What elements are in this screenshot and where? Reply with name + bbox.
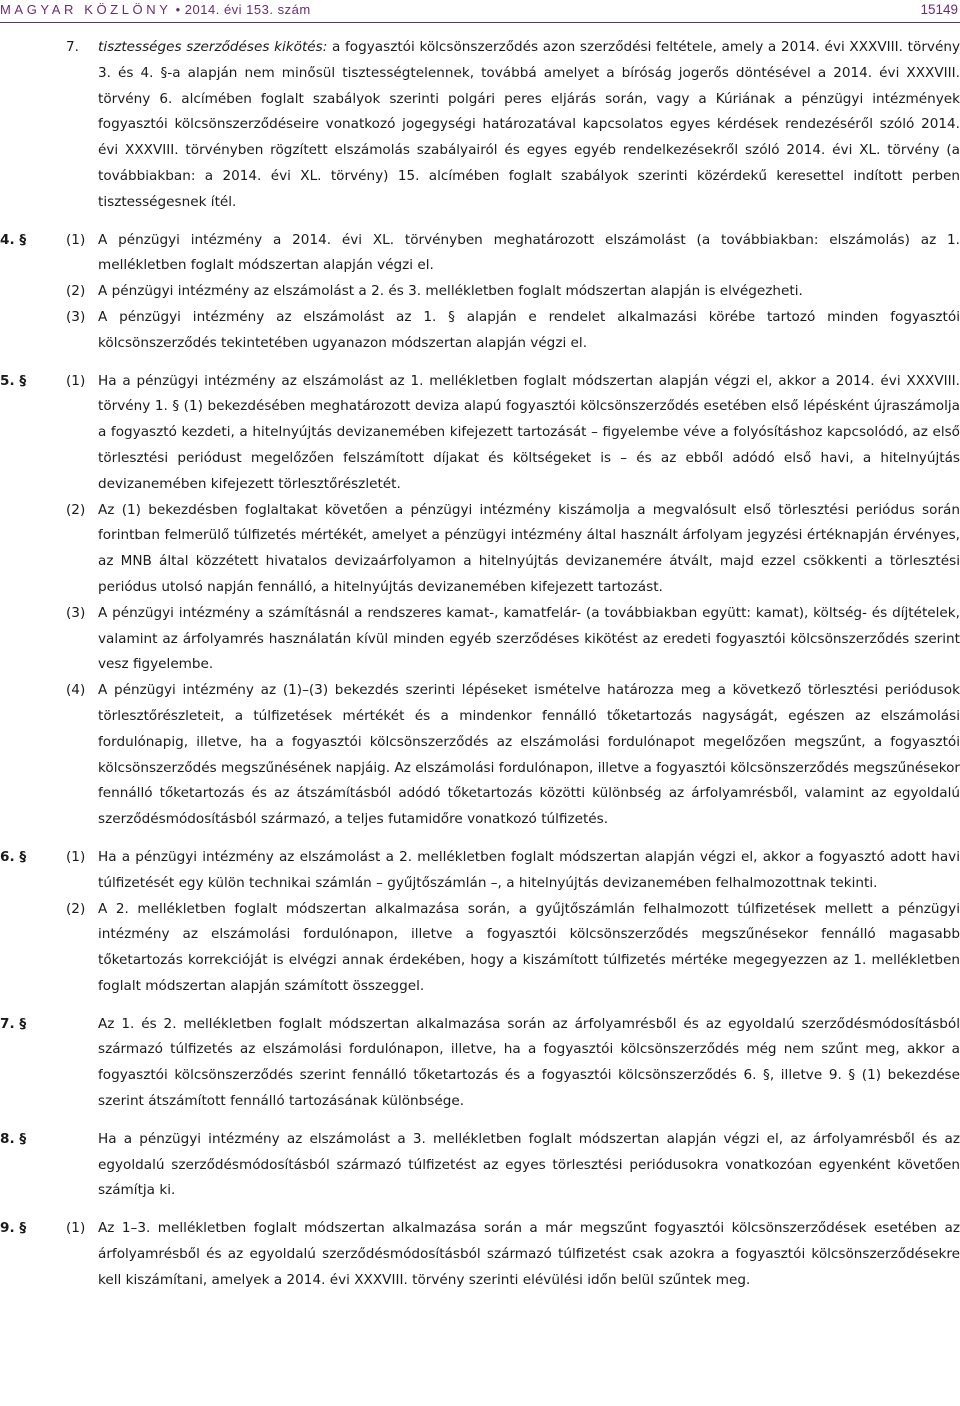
definition-text [0, 35, 960, 216]
definition-term: tisztességes szerződéses kikötés: [98, 39, 328, 55]
paragraph-row [0, 601, 960, 678]
paragraph-row [0, 305, 960, 357]
paragraph-text: Az 1–3. mellékletben foglalt módszertan alkalmazása során a már megszűnt fogyasztói kölcsönszerződések esetében az árfolyamrésből és az egyoldalú szerződésmódosításból származó túlfizetést csak azokra a fogyasztói kölcsönszerződésekre kell kiszámítani, amelyek a 2014. évi XXXVIII. törvény szerinti elévülési időn belül szűntek meg. [98, 1220, 960, 1288]
section-gap [0, 833, 960, 845]
section-gap [0, 216, 960, 228]
paragraph-row [0, 279, 960, 305]
section-block [0, 1216, 960, 1293]
document-body [0, 35, 960, 1294]
paragraph-text: Az (1) bekezdésben foglaltakat követően a pénzügyi intézmény kiszámolja a megvalósult első törlesztési periódus során forintban felmerülő túlfizetés mértékét, amelyet a pénzügyi intézmény által használt árfolyam jegyzési értéknapján érvényes, az MNB által közzétett hivatalos devizaárfolyamon a hitelnyújtás devizanemére átvált, majd ezzel csökkenti a törlesztési periódus utolsó napján fennálló, a hitelnyújtás devizanemében kifejezett tartozást. [98, 501, 960, 595]
paragraph-text: A pénzügyi intézmény a 2014. évi XL. törvényben meghatározott elszámolást (a továbbiakban: elszámolás) az 1. mellékletben foglalt módszertan alapján végzi el. [98, 231, 960, 274]
section-block [0, 845, 960, 1000]
paragraph-row [0, 228, 960, 280]
page-number: 15149 [920, 2, 958, 17]
section-label: 8. § [0, 1130, 27, 1147]
paragraph-text: Ha a pénzügyi intézmény az elszámolást az 1. mellékletben foglalt módszertan alapján végzi el, akkor a 2014. évi XXXVIII. törvény 1. § (1) bekezdésében meghatározott deviza alapú fogyasztói kölcsönszerződés esetében első lépésként újraszámolja a fogyasztó kezdeti, a hitelnyújtás devizanemében kifejezett tartozását – figyelembe véve a folyósításhoz kapcsolódó, az első törlesztési periódust megelőzően felszámított díjakat és költségeket is – és az ebből adódó első havi, a hitelnyújtás devizanemében kifejezett törlesztőrészletét. [98, 372, 960, 492]
paragraph-number: (3) [66, 604, 86, 621]
section-label: 9. § [0, 1220, 27, 1237]
paragraph-row [0, 1127, 960, 1204]
paragraph-text: Az 1. és 2. mellékletben foglalt módszertan alkalmazása során az árfolyamrésből és az egyoldalú szerződésmódosításból származó túlfizetés az elszámolási fordulónapon, illetve, ha a fogyasztói kölcsönszerződés még nem szűnt meg, akkor a fogyasztói kölcsönszerződés szerint fennálló tőketartozás és a fogyasztói kölcsönszerződés 6. §, illetve 9. § (1) bekezdése szerint átszámított fennálló tartozásának különbsége. [98, 1015, 960, 1110]
paragraph-row [0, 498, 960, 601]
section-block [0, 1127, 960, 1204]
section-block [0, 369, 960, 833]
paragraph-number: (2) [66, 501, 86, 518]
section-label: 5. § [0, 372, 27, 389]
paragraph-number: (3) [66, 308, 86, 325]
section-gap [0, 357, 960, 369]
paragraph-number: (1) [66, 1220, 86, 1237]
issue-info: • 2014. évi 153. szám [175, 2, 311, 17]
page-header [0, 0, 960, 23]
section-label: 4. § [0, 231, 27, 248]
paragraph-number: (4) [66, 682, 86, 699]
section-gap [0, 1000, 960, 1012]
section-block [0, 228, 960, 357]
paragraph-row [0, 369, 960, 498]
item-number: 7. [66, 39, 79, 55]
paragraph-text: A pénzügyi intézmény a számításnál a rendszeres kamat-, kamatfelár- (a továbbiakban együtt: kamat), költség- és díjtételek, valamint az árfolyamrés használatán kívül minden egyéb szerződéses kikötést az eredeti fogyasztói kölcsönszerződés szerint vesz figyelembe. [98, 604, 960, 673]
paragraph-text: A pénzügyi intézmény az (1)–(3) bekezdés szerinti lépéseket ismételve határozza meg a következő törlesztési periódusok törlesztőrészleteit, a túlfizetések mértékét és a mindenkor fennálló tőketartozás nagyságát, egészen az elszámolási fordulónapig, illetve, ha a fogyasztói kölcsönszerződés az elszámolási fordulónapot megelőzően megszűnt, a fogyasztói kölcsönszerződés megszűnésének napjáig. Az elszámolási fordulónapon, illetve a fogyasztói kölcsönszerződés megszűnésekor fennálló tőketartozás és az átszámításból adódó tőketartozás közötti különbség az árfolyamrésből, valamint az egyoldalú szerződésmódosításból származó, a teljes futamidőre vonatkozó túlfizetés. [98, 682, 960, 828]
section-label: 6. § [0, 848, 27, 865]
section-gap [0, 1204, 960, 1216]
definition-item-7 [0, 35, 960, 216]
paragraph-text: A 2. mellékletben foglalt módszertan alkalmazása során, a gyűjtőszámlán felhalmozott túlfizetések mellett a pénzügyi intézmény az elszámolási fordulónapon, illetve a fogyasztói kölcsönszerződés megszűnésekor fennálló magasabb tőketartozás korrekcióját is elvégzi annak érdekében, hogy a kiszámított túlfizetés mértéke megegyezzen az 1. mellékletben foglalt módszertan alapján számított összeggel. [98, 900, 960, 994]
paragraph-row [0, 1012, 960, 1115]
paragraph-number: (1) [66, 372, 86, 389]
section-block [0, 1012, 960, 1115]
publication-title: MAGYAR KÖZLÖNY [0, 2, 172, 17]
paragraph-text: Ha a pénzügyi intézmény az elszámolást a 2. mellékletben foglalt módszertan alapján végzi el, akkor a fogyasztó adott havi túlfizetését egy külön technikai számlán – gyűjtőszámlán –, a hitelnyújtás devizanemében felhalmozottnak tekinti. [98, 848, 960, 891]
section-gap [0, 1115, 960, 1127]
paragraph-text: Ha a pénzügyi intézmény az elszámolást a 3. mellékletben foglalt módszertan alapján végzi el, az árfolyamrésből és az egyoldalú szerződésmódosításból származó túlfizetést az egyes törlesztési periódusokra vonatkozóan egyenként követően számítja ki. [98, 1130, 960, 1199]
paragraph-number: (2) [66, 900, 86, 917]
paragraph-row [0, 678, 960, 833]
paragraph-number: (2) [66, 283, 86, 300]
paragraph-number: (1) [66, 848, 86, 865]
paragraph-row [0, 845, 960, 897]
sections-container [0, 216, 960, 1294]
paragraph-text: A pénzügyi intézmény az elszámolást az 1. § alapján e rendelet alkalmazási körébe tartozó minden fogyasztói kölcsönszerződés tekintetében ugyanazon módszertan alapján végzi el. [98, 308, 960, 351]
paragraph-row [0, 897, 960, 1000]
section-label: 7. § [0, 1015, 27, 1032]
paragraph-row [0, 1216, 960, 1293]
header-left [0, 2, 311, 17]
paragraph-text: A pénzügyi intézmény az elszámolást a 2. és 3. mellékletben foglalt módszertan alapján is elvégezheti. [98, 283, 803, 300]
paragraph-number: (1) [66, 231, 86, 248]
definition-body: a fogyasztói kölcsönszerződés azon szerződési feltétele, amely a 2014. évi XXXVIII. törvény 3. és 4. §-a alapján nem minősül tisztességtelennek, továbbá amelyet a bíróság jogerős döntésével a 2014. évi XXXVIII. törvény 6. alcímében foglalt szabályok szerinti polgári peres eljárás során, vagy a Kúriának a pénzügyi intézmények fogyasztói kölcsönszerződéseire vonatkozó jogegységi határozatával kapcsolatos egyes kérdések rendezéséről szóló 2014. évi XXXVIII. törvényben rögzített elszámolás szabályairól és egyes egyéb rendelkezésekről szóló 2014. évi XL. törvény (a továbbiakban: a 2014. évi XL. törvény) 15. alcímében foglalt szabályok szerinti közérdekű keresettel indított perben tisztességesnek ítél. [98, 39, 960, 210]
